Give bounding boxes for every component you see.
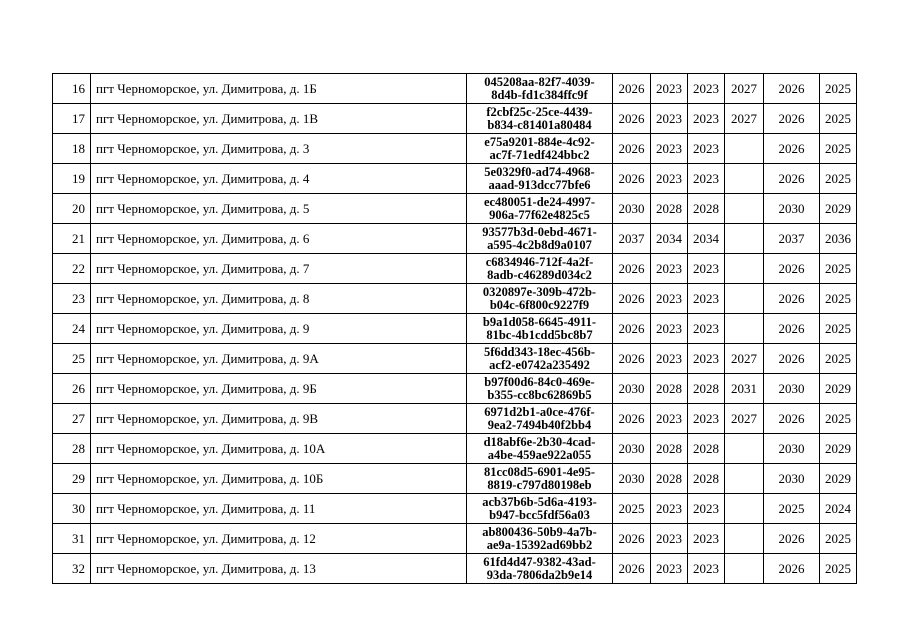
table-row [53, 344, 857, 374]
year-cell: 2026 [613, 524, 651, 554]
year-cell: 2023 [651, 284, 688, 314]
year-cell: 2025 [820, 74, 857, 104]
row-number-cell: 28 [53, 434, 91, 464]
year-cell: 2030 [764, 434, 820, 464]
guid-cell [467, 284, 613, 314]
year-cell: 2028 [651, 464, 688, 494]
year-cell: 2025 [820, 254, 857, 284]
guid-cell [467, 524, 613, 554]
year-cell: 2036 [820, 224, 857, 254]
guid-cell [467, 554, 613, 584]
guid-cell [467, 464, 613, 494]
year-cell: 2029 [820, 434, 857, 464]
year-cell: 2026 [764, 554, 820, 584]
guid-line-1: 6971d2b1-a0ce-476f- [484, 404, 595, 419]
year-cell: 2023 [688, 104, 725, 134]
year-cell: 2028 [688, 464, 725, 494]
guid-line-1: 0320897e-309b-472b- [482, 284, 597, 299]
year-cell: 2028 [688, 434, 725, 464]
year-cell: 2028 [651, 374, 688, 404]
guid-line-2: aaad-913dcc77bfe6 [488, 177, 591, 192]
year-cell: 2030 [764, 194, 820, 224]
year-cell: 2037 [764, 224, 820, 254]
guid-cell [467, 374, 613, 404]
guid-cell [467, 434, 613, 464]
guid-cell [467, 194, 613, 224]
year-cell: 2028 [688, 194, 725, 224]
address-cell: пгт Черноморское, ул. Димитрова, д. 4 [91, 164, 467, 194]
address-cell: пгт Черноморское, ул. Димитрова, д. 6 [91, 224, 467, 254]
guid-cell [467, 344, 613, 374]
guid-line-2: 93da-7806da2b9e14 [486, 567, 593, 582]
address-cell: пгт Черноморское, ул. Димитрова, д. 9В [91, 404, 467, 434]
year-cell: 2029 [820, 374, 857, 404]
year-cell: 2030 [613, 194, 651, 224]
year-cell: 2023 [688, 74, 725, 104]
year-cell: 2025 [820, 554, 857, 584]
guid-line-1: d18abf6e-2b30-4cad- [483, 434, 596, 449]
guid-line-2: 81bc-4b1cdd5bc8b7 [486, 327, 593, 342]
year-cell [725, 254, 764, 284]
address-cell: пгт Черноморское, ул. Димитрова, д. 1Б [91, 74, 467, 104]
year-cell: 2026 [764, 524, 820, 554]
year-cell: 2030 [764, 374, 820, 404]
year-cell: 2026 [764, 344, 820, 374]
year-cell: 2026 [764, 254, 820, 284]
year-cell [725, 164, 764, 194]
guid-line-2: b04c-6f800c9227f9 [489, 297, 590, 312]
guid-line-1: b97f00d6-84c0-469e- [484, 374, 595, 389]
year-cell: 2023 [651, 254, 688, 284]
address-cell: пгт Черноморское, ул. Димитрова, д. 8 [91, 284, 467, 314]
table-row [53, 494, 857, 524]
guid-cell [467, 494, 613, 524]
year-cell: 2023 [688, 524, 725, 554]
year-cell: 2023 [688, 164, 725, 194]
table-row [53, 134, 857, 164]
row-number-cell: 27 [53, 404, 91, 434]
year-cell: 2031 [725, 374, 764, 404]
year-cell [725, 224, 764, 254]
housing-table [52, 73, 857, 584]
guid-line-2: b355-cc8bc62869b5 [487, 387, 592, 402]
year-cell: 2026 [764, 134, 820, 164]
table-row [53, 104, 857, 134]
year-cell [725, 524, 764, 554]
guid-cell [467, 104, 613, 134]
guid-line-1: acb37b6b-5d6a-4193- [482, 494, 597, 509]
year-cell: 2027 [725, 74, 764, 104]
guid-line-1: 045208aa-82f7-4039- [484, 74, 595, 89]
guid-cell [467, 164, 613, 194]
guid-line-1: f2cbf25c-25ce-4439- [486, 104, 593, 119]
year-cell: 2027 [725, 104, 764, 134]
guid-line-2: 906a-77f62e4825c5 [489, 207, 590, 222]
address-cell: пгт Черноморское, ул. Димитрова, д. 9 [91, 314, 467, 344]
table-row [53, 224, 857, 254]
row-number-cell: 24 [53, 314, 91, 344]
guid-cell [467, 314, 613, 344]
year-cell: 2025 [613, 494, 651, 524]
year-cell: 2023 [688, 254, 725, 284]
year-cell: 2023 [651, 314, 688, 344]
address-cell: пгт Черноморское, ул. Димитрова, д. 10Б [91, 464, 467, 494]
table-row [53, 254, 857, 284]
year-cell: 2026 [613, 344, 651, 374]
guid-line-1: ab800436-50b9-4a7b- [482, 524, 597, 539]
guid-line-2: 8819-c797d80198eb [487, 477, 592, 492]
address-cell: пгт Черноморское, ул. Димитрова, д. 9А [91, 344, 467, 374]
guid-line-2: b834-c81401a80484 [487, 117, 592, 132]
guid-cell [467, 254, 613, 284]
year-cell: 2025 [820, 164, 857, 194]
year-cell: 2026 [613, 404, 651, 434]
row-number-cell: 17 [53, 104, 91, 134]
year-cell: 2025 [820, 344, 857, 374]
guid-line-2: 8adb-c46289d034c2 [487, 267, 592, 282]
guid-line-1: 61fd4d47-9382-43ad- [483, 554, 596, 569]
guid-line-2: 9ea2-7494b40f2bb4 [487, 417, 592, 432]
table-row [53, 74, 857, 104]
row-number-cell: 23 [53, 284, 91, 314]
year-cell: 2026 [613, 554, 651, 584]
row-number-cell: 19 [53, 164, 91, 194]
year-cell [725, 314, 764, 344]
year-cell: 2028 [651, 194, 688, 224]
year-cell: 2026 [764, 74, 820, 104]
year-cell: 2023 [651, 74, 688, 104]
year-cell: 2023 [688, 554, 725, 584]
year-cell: 2025 [820, 104, 857, 134]
year-cell: 2030 [764, 464, 820, 494]
year-cell: 2025 [820, 284, 857, 314]
guid-line-1: 81cc08d5-6901-4e95- [483, 464, 596, 479]
year-cell: 2023 [651, 344, 688, 374]
table-row [53, 434, 857, 464]
year-cell: 2037 [613, 224, 651, 254]
year-cell: 2026 [613, 104, 651, 134]
guid-line-2: 8d4b-fd1c384ffc9f [491, 87, 588, 102]
table-body [53, 74, 857, 584]
year-cell: 2023 [688, 404, 725, 434]
guid-cell [467, 134, 613, 164]
year-cell: 2028 [688, 374, 725, 404]
year-cell: 2026 [764, 404, 820, 434]
guid-cell [467, 74, 613, 104]
row-number-cell: 16 [53, 74, 91, 104]
year-cell: 2023 [651, 554, 688, 584]
table-row [53, 464, 857, 494]
year-cell: 2030 [613, 464, 651, 494]
address-cell: пгт Черноморское, ул. Димитрова, д. 5 [91, 194, 467, 224]
year-cell: 2026 [613, 74, 651, 104]
year-cell: 2034 [651, 224, 688, 254]
table-row [53, 284, 857, 314]
year-cell: 2023 [651, 524, 688, 554]
year-cell: 2026 [764, 104, 820, 134]
year-cell: 2023 [651, 494, 688, 524]
year-cell: 2026 [764, 314, 820, 344]
year-cell: 2029 [820, 464, 857, 494]
table-row [53, 164, 857, 194]
guid-line-2: acf2-e0742a235492 [489, 357, 590, 372]
guid-line-2: b947-bcc5fdf56a03 [489, 507, 590, 522]
guid-line-1: 93577b3d-0ebd-4671- [482, 224, 597, 239]
guid-line-2: ae9a-15392ad69bb2 [486, 537, 593, 552]
address-cell: пгт Черноморское, ул. Димитрова, д. 1В [91, 104, 467, 134]
year-cell: 2025 [820, 134, 857, 164]
year-cell [725, 434, 764, 464]
guid-cell [467, 224, 613, 254]
year-cell: 2034 [688, 224, 725, 254]
address-cell: пгт Черноморское, ул. Димитрова, д. 7 [91, 254, 467, 284]
guid-line-1: c6834946-712f-4a2f- [485, 254, 594, 269]
table-row [53, 194, 857, 224]
guid-line-2: a4be-459ae922a055 [487, 447, 592, 462]
row-number-cell: 31 [53, 524, 91, 554]
year-cell: 2023 [688, 314, 725, 344]
year-cell: 2023 [651, 404, 688, 434]
year-cell: 2026 [613, 134, 651, 164]
year-cell: 2028 [651, 434, 688, 464]
year-cell: 2026 [613, 284, 651, 314]
year-cell: 2029 [820, 194, 857, 224]
guid-line-2: ac7f-71edf424bbc2 [489, 147, 590, 162]
table-row [53, 374, 857, 404]
year-cell: 2025 [820, 524, 857, 554]
year-cell: 2027 [725, 344, 764, 374]
year-cell [725, 194, 764, 224]
year-cell: 2024 [820, 494, 857, 524]
guid-line-1: 5e0329f0-ad74-4968- [484, 164, 595, 179]
address-cell: пгт Черноморское, ул. Димитрова, д. 3 [91, 134, 467, 164]
table-row [53, 404, 857, 434]
row-number-cell: 25 [53, 344, 91, 374]
row-number-cell: 21 [53, 224, 91, 254]
year-cell: 2026 [764, 284, 820, 314]
year-cell: 2026 [613, 314, 651, 344]
guid-line-1: 5f6dd343-18ec-456b- [483, 344, 596, 359]
year-cell: 2023 [688, 284, 725, 314]
year-cell: 2023 [688, 494, 725, 524]
guid-cell [467, 404, 613, 434]
year-cell: 2025 [820, 404, 857, 434]
year-cell: 2023 [651, 164, 688, 194]
year-cell: 2027 [725, 404, 764, 434]
guid-line-1: b9a1d058-6645-4911- [482, 314, 597, 329]
address-cell: пгт Черноморское, ул. Димитрова, д. 9Б [91, 374, 467, 404]
year-cell: 2023 [688, 344, 725, 374]
address-cell: пгт Черноморское, ул. Димитрова, д. 13 [91, 554, 467, 584]
year-cell: 2025 [820, 314, 857, 344]
table-row [53, 314, 857, 344]
year-cell: 2025 [764, 494, 820, 524]
table-row [53, 524, 857, 554]
address-cell: пгт Черноморское, ул. Димитрова, д. 10А [91, 434, 467, 464]
year-cell: 2026 [613, 254, 651, 284]
row-number-cell: 22 [53, 254, 91, 284]
table-row [53, 554, 857, 584]
address-cell: пгт Черноморское, ул. Димитрова, д. 12 [91, 524, 467, 554]
year-cell: 2023 [688, 134, 725, 164]
year-cell: 2023 [651, 134, 688, 164]
year-cell: 2026 [613, 164, 651, 194]
row-number-cell: 26 [53, 374, 91, 404]
year-cell [725, 494, 764, 524]
guid-line-2: a595-4c2b8d9a0107 [487, 237, 592, 252]
row-number-cell: 30 [53, 494, 91, 524]
year-cell [725, 284, 764, 314]
year-cell: 2030 [613, 434, 651, 464]
guid-line-1: ec480051-de24-4997- [483, 194, 596, 209]
guid-line-1: e75a9201-884e-4c92- [484, 134, 595, 149]
row-number-cell: 18 [53, 134, 91, 164]
year-cell: 2026 [764, 164, 820, 194]
row-number-cell: 29 [53, 464, 91, 494]
year-cell [725, 554, 764, 584]
address-cell: пгт Черноморское, ул. Димитрова, д. 11 [91, 494, 467, 524]
row-number-cell: 20 [53, 194, 91, 224]
year-cell: 2030 [613, 374, 651, 404]
row-number-cell: 32 [53, 554, 91, 584]
year-cell: 2023 [651, 104, 688, 134]
year-cell [725, 134, 764, 164]
year-cell [725, 464, 764, 494]
